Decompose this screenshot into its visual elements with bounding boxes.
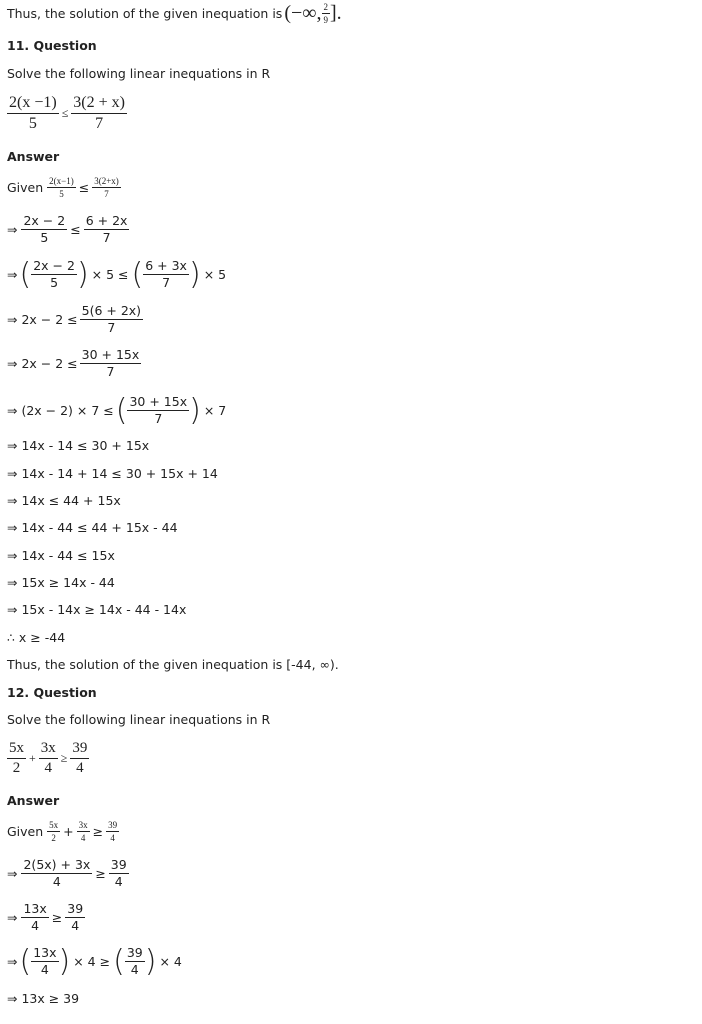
q11-rhs-num: 3(2 + x) <box>71 94 127 114</box>
q12-step1-rnum: 39 <box>109 858 129 874</box>
q12-given-a <box>47 820 60 844</box>
q12-c-num: 39 <box>70 740 89 759</box>
q11-line-7: ∴ x ≥ -44 <box>7 630 66 645</box>
q11-given-lnum: 2(x−1) <box>47 176 76 188</box>
question-11-inequation <box>7 94 127 134</box>
q12-step3-rparen1: ) <box>58 944 71 979</box>
q11-line-6: ⇒ 15x - 14x ≥ 14x - 44 - 14x <box>7 602 187 617</box>
q11-step2 <box>7 257 229 292</box>
q12-step1-arrow: ⇒ <box>7 866 18 882</box>
q11-step2-rparen2: ) <box>188 257 201 292</box>
q11-step2-lparen1: ( <box>19 257 32 292</box>
q12-a-fraction <box>7 740 26 778</box>
q12-step3-lnum: 13x <box>31 946 58 962</box>
q12-given-op: ≥ <box>92 824 104 840</box>
q11-step2-lhs <box>31 259 77 291</box>
q11-step2-rden: 7 <box>162 275 171 290</box>
q11-given-lden: 5 <box>59 189 64 200</box>
question-12-inequation <box>7 740 89 778</box>
q12-step3-rden: 4 <box>130 962 139 977</box>
q12-given-plus: + <box>63 824 74 840</box>
q12-step1-lden: 4 <box>52 874 61 890</box>
q11-step5-mul: × 7 <box>203 403 227 418</box>
q11-step1-lden: 5 <box>40 230 49 246</box>
q11-given-lhs <box>47 176 76 200</box>
q12-a-num: 5x <box>7 740 26 759</box>
interval-right: ]. <box>330 2 342 25</box>
q11-step2-rhs <box>143 259 189 291</box>
q11-step5-rparen: ) <box>189 393 201 428</box>
q11-step4-rhs <box>80 348 142 380</box>
q12-b-num: 3x <box>39 740 58 759</box>
q12-given-label: Given <box>7 824 44 840</box>
q11-rhs-den: 7 <box>95 115 104 133</box>
q12-step3 <box>7 944 185 979</box>
q11-line-2: ⇒ 14x ≤ 44 + 15x <box>7 493 121 508</box>
q12-step3-lhs <box>31 946 58 978</box>
q11-step4-rnum: 30 + 15x <box>80 348 142 364</box>
q12-step3-mul1: × 4 ≥ <box>73 954 111 969</box>
q12-plus: + <box>29 751 36 766</box>
q11-step1-rden: 7 <box>102 230 111 246</box>
q11-step2-rparen1: ) <box>76 257 89 292</box>
q12-step3-rnum: 39 <box>125 946 145 962</box>
q12-step1-lnum: 2(5x) + 3x <box>21 858 92 874</box>
q12-given-aden: 2 <box>51 833 56 844</box>
q12-step3-lparen2: ( <box>113 944 125 979</box>
q11-step3 <box>7 304 143 336</box>
q12-b-fraction <box>39 740 58 778</box>
q11-line-4: ⇒ 14x - 44 ≤ 15x <box>7 548 115 563</box>
q12-given-cden: 4 <box>110 833 115 844</box>
q12-step3-rhs <box>125 946 145 978</box>
q11-step3-rnum: 5(6 + 2x) <box>80 304 143 320</box>
q12-answer-label: Answer <box>7 793 60 808</box>
q11-given-rhs <box>92 176 121 200</box>
q11-line-3: ⇒ 14x - 44 ≤ 44 + 15x - 44 <box>7 520 178 535</box>
q12-step2-rden: 4 <box>71 918 80 934</box>
q12-given-c <box>106 820 119 844</box>
q11-given-op: ≤ <box>78 180 90 196</box>
q11-step5 <box>7 393 229 428</box>
q11-line-1: ⇒ 14x - 14 + 14 ≤ 30 + 15x + 14 <box>7 466 218 481</box>
q12-step2-rnum: 39 <box>65 902 85 918</box>
q12-last-line: ⇒ 13x ≥ 39 <box>7 991 80 1006</box>
q12-given-cnum: 39 <box>106 820 119 832</box>
q12-step1-rhs <box>109 858 129 890</box>
q12-step2-arrow: ⇒ <box>7 910 18 926</box>
q12-c-den: 4 <box>76 760 84 777</box>
q11-lhs-fraction <box>7 94 59 134</box>
q11-conclusion: Thus, the solution of the given inequation is [-44, ∞). <box>7 657 339 672</box>
q11-step4 <box>7 348 141 380</box>
q11-line-0: ⇒ 14x - 14 ≤ 30 + 15x <box>7 438 150 453</box>
q12-step3-mul2: × 4 <box>159 954 182 969</box>
q11-step5-rden: 7 <box>154 411 163 426</box>
interval-frac-num: 2 <box>322 2 331 14</box>
q12-given-anum: 5x <box>47 820 60 832</box>
interval-fraction <box>322 2 331 26</box>
q11-step3-lhs: ⇒ 2x − 2 ≤ <box>7 312 78 328</box>
q11-step2-mul1: × 5 ≤ <box>91 267 129 282</box>
q11-step2-arrow: ⇒ <box>7 267 18 282</box>
q11-given-rden: 7 <box>104 189 109 200</box>
q11-lhs-den: 5 <box>28 115 37 133</box>
q11-step5-lhs: ⇒ (2x − 2) × 7 ≤ <box>7 403 114 418</box>
q11-step2-lparen2: ( <box>131 257 144 292</box>
q11-step2-mul2: × 5 <box>203 267 227 282</box>
q12-given-bden: 4 <box>80 833 86 844</box>
q12-step2-lden: 4 <box>31 918 40 934</box>
previous-conclusion-text: Thus, the solution of the given inequation is <box>7 6 283 22</box>
q12-step3-lden: 4 <box>40 962 49 977</box>
q12-c-fraction <box>70 740 89 778</box>
q11-step4-lhs: ⇒ 2x − 2 ≤ <box>7 356 78 372</box>
q12-step2-rhs <box>65 902 85 934</box>
q11-lhs-num: 2(x −1) <box>7 94 59 114</box>
q11-given-rnum: 3(2+x) <box>92 176 121 188</box>
q11-step1-rhs <box>84 214 130 246</box>
q11-step5-rhs <box>127 395 189 427</box>
q12-step3-arrow: ⇒ <box>7 954 18 969</box>
q12-step2-lhs <box>21 902 48 934</box>
q11-step2-lden: 5 <box>50 275 59 290</box>
q11-step1 <box>7 214 129 246</box>
interval-frac-den: 9 <box>323 15 329 26</box>
question-12-prompt: Solve the following linear inequations in R <box>7 712 271 727</box>
q12-step1-lhs <box>21 858 92 890</box>
q12-step2-op: ≥ <box>51 910 63 926</box>
q11-op: ≤ <box>61 106 69 121</box>
q11-step5-lparen: ( <box>115 393 128 428</box>
q12-step2-lnum: 13x <box>21 902 48 918</box>
q11-answer-label: Answer <box>7 149 60 164</box>
q11-step1-lhs <box>21 214 67 246</box>
q12-step2 <box>7 902 85 934</box>
q12-given <box>7 820 119 844</box>
q11-step2-lnum: 2x − 2 <box>31 259 77 275</box>
q12-step1 <box>7 858 129 890</box>
previous-conclusion <box>7 2 342 26</box>
question-11-prompt: Solve the following linear inequations in R <box>7 66 271 81</box>
q11-given-label: Given <box>7 180 44 196</box>
q12-b-den: 4 <box>44 760 53 777</box>
q11-step5-rnum: 30 + 15x <box>127 395 189 411</box>
q11-step3-rhs <box>80 304 143 336</box>
q11-step1-lnum: 2x − 2 <box>21 214 67 230</box>
question-12-heading: 12. Question <box>7 685 97 700</box>
q11-step1-op: ≤ <box>70 222 81 238</box>
q12-given-bnum: 3x <box>77 820 90 832</box>
q11-step1-arrow: ⇒ <box>7 222 18 238</box>
q11-step4-rden: 7 <box>106 364 115 380</box>
question-11-heading: 11. Question <box>7 38 97 53</box>
q12-op: ≥ <box>60 751 68 766</box>
q12-step3-lparen1: ( <box>19 944 32 979</box>
q11-line-5: ⇒ 15x ≥ 14x - 44 <box>7 575 115 590</box>
q12-a-den: 2 <box>12 760 21 777</box>
q11-step3-rden: 7 <box>107 320 116 336</box>
q11-given <box>7 176 121 200</box>
q12-step1-op: ≥ <box>95 866 106 882</box>
q12-step3-rparen2: ) <box>144 944 157 979</box>
q12-step1-rden: 4 <box>114 874 123 890</box>
q12-given-b <box>77 820 90 844</box>
q11-step1-rnum: 6 + 2x <box>84 214 130 230</box>
interval-left: (−∞, <box>284 2 322 25</box>
q11-rhs-fraction <box>71 94 127 134</box>
q11-step2-rnum: 6 + 3x <box>143 259 189 275</box>
